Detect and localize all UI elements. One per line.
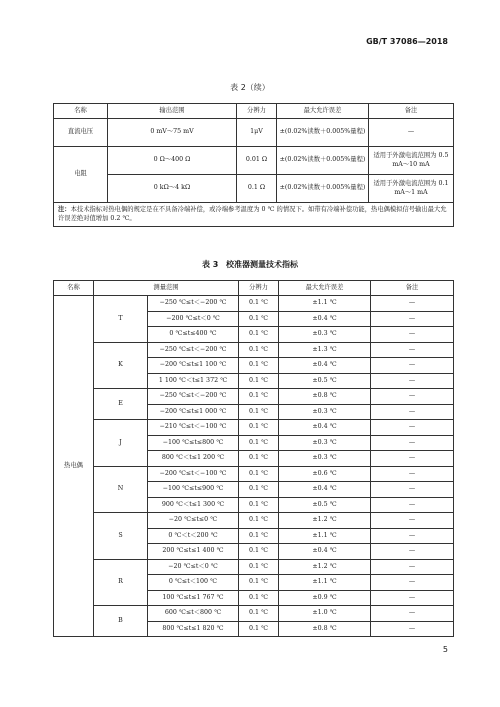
cell-error: ±1.2 ℃ xyxy=(279,513,371,529)
cell-error: ±(0.02%读数＋0.005%量程) xyxy=(277,119,369,147)
table-row xyxy=(54,342,454,358)
cell-remark: — xyxy=(371,342,454,358)
cell-error: ±1.1 ℃ xyxy=(279,528,371,544)
table3-caption-title: 校准器测量技术指标 xyxy=(226,260,298,269)
table-row xyxy=(54,119,454,147)
cell-resolution: 0.1 ℃ xyxy=(239,435,279,451)
cell-error: ±(0.02%读数＋0.005%量程) xyxy=(277,175,369,203)
cell-error: ±0.3 ℃ xyxy=(279,327,371,343)
cell-range: 0 mV～75 mV xyxy=(108,119,237,147)
table3-col-range: 测量范围 xyxy=(94,281,239,296)
table3 xyxy=(53,280,454,637)
cell-remark: — xyxy=(371,451,454,467)
cell-remark: — xyxy=(371,435,454,451)
cell-error: ±0.4 ℃ xyxy=(279,420,371,436)
cell-error: ±(0.02%读数＋0.005%量程) xyxy=(277,147,369,175)
cell-remark: — xyxy=(371,575,454,591)
table3-col-error: 最大允许误差 xyxy=(279,281,371,296)
cell-remark: — xyxy=(371,420,454,436)
cell-error: ±0.3 ℃ xyxy=(279,435,371,451)
cell-resolution: 0.1 ℃ xyxy=(239,389,279,405)
cell-remark: — xyxy=(371,466,454,482)
cell-error: ±1.1 ℃ xyxy=(279,296,371,312)
cell-resolution: 0.1 Ω xyxy=(237,175,277,203)
cell-resolution: 0.1 ℃ xyxy=(239,575,279,591)
cell-remark: — xyxy=(371,497,454,513)
note-label: 注： xyxy=(58,206,71,213)
cell-error: ±0.8 ℃ xyxy=(279,621,371,637)
cell-resolution: 0.1 ℃ xyxy=(239,559,279,575)
cell-thermocouple-type: T xyxy=(94,296,148,343)
cell-remark: — xyxy=(371,590,454,606)
table-row xyxy=(54,175,454,203)
cell-thermocouple-type: R xyxy=(94,559,148,606)
cell-remark: — xyxy=(371,296,454,312)
cell-resolution: 0.1 ℃ xyxy=(239,342,279,358)
cell-name: 直流电压 xyxy=(54,119,108,147)
cell-range: −100 ℃≤t≤800 ℃ xyxy=(148,435,239,451)
cell-resolution: 0.1 ℃ xyxy=(239,528,279,544)
table2-note xyxy=(54,203,454,227)
cell-range: −200 ℃≤t≤1 100 ℃ xyxy=(148,358,239,374)
cell-range: −210 ℃≤t＜−100 ℃ xyxy=(148,420,239,436)
cell-thermocouple-type: J xyxy=(94,420,148,467)
cell-range: 800 ℃≤t≤1 820 ℃ xyxy=(148,621,239,637)
table2-col-error: 最大允许误差 xyxy=(277,104,369,119)
cell-remark: — xyxy=(371,528,454,544)
cell-resolution: 0.1 ℃ xyxy=(239,451,279,467)
cell-remark: — xyxy=(371,389,454,405)
cell-remark: — xyxy=(371,621,454,637)
cell-range: 100 ℃≤t≤1 767 ℃ xyxy=(148,590,239,606)
cell-error: ±0.9 ℃ xyxy=(279,590,371,606)
cell-range: 800 ℃＜t≤1 200 ℃ xyxy=(148,451,239,467)
cell-error: ±0.6 ℃ xyxy=(279,466,371,482)
table-row xyxy=(54,466,454,482)
table3-header-row xyxy=(54,281,454,296)
table3-caption xyxy=(0,259,500,270)
cell-range: 0 ℃≤t＜100 ℃ xyxy=(148,575,239,591)
cell-resolution: 0.1 ℃ xyxy=(239,327,279,343)
table2-note-row xyxy=(54,203,454,227)
table3-caption-number: 表 3 xyxy=(202,260,219,269)
table2-col-resolution: 分辨力 xyxy=(237,104,277,119)
cell-thermocouple-type: N xyxy=(94,466,148,513)
cell-remark: — xyxy=(371,606,454,622)
note-text: 本技术指标对热电偶的规定是在不具备冷端补偿，或冷端参考温度为 0 ℃ 的情况下。如带有冷端补偿功能，热电偶模拟信号输出最大允许误差绝对值增加 0.2 ℃。 xyxy=(58,206,447,222)
cell-resolution: 0.1 ℃ xyxy=(239,590,279,606)
cell-error: ±0.4 ℃ xyxy=(279,358,371,374)
table2-col-remark: 备注 xyxy=(369,104,454,119)
cell-resolution: 0.1 ℃ xyxy=(239,544,279,560)
cell-error: ±0.4 ℃ xyxy=(279,311,371,327)
cell-range: −250 ℃≤t＜−200 ℃ xyxy=(148,389,239,405)
cell-remark: — xyxy=(371,311,454,327)
cell-error: ±1.1 ℃ xyxy=(279,575,371,591)
cell-range: −250 ℃≤t＜−200 ℃ xyxy=(148,342,239,358)
cell-range: −100 ℃≤t≤900 ℃ xyxy=(148,482,239,498)
cell-remark: — xyxy=(371,544,454,560)
table2 xyxy=(53,103,454,227)
cell-resolution: 0.1 ℃ xyxy=(239,621,279,637)
cell-resolution: 0.1 ℃ xyxy=(239,404,279,420)
cell-resolution: 0.1 ℃ xyxy=(239,311,279,327)
cell-remark: — xyxy=(369,119,454,147)
cell-resolution: 0.1 ℃ xyxy=(239,497,279,513)
cell-range: −20 ℃≤t＜0 ℃ xyxy=(148,559,239,575)
cell-range: 0 ℃＜t＜200 ℃ xyxy=(148,528,239,544)
cell-range: 0 Ω～400 Ω xyxy=(108,147,237,175)
cell-resolution: 1μV xyxy=(237,119,277,147)
cell-range: 1 100 ℃＜t≤1 372 ℃ xyxy=(148,373,239,389)
cell-error: ±1.2 ℃ xyxy=(279,559,371,575)
cell-thermocouple-name: 热电偶 xyxy=(54,296,94,637)
cell-error: ±0.5 ℃ xyxy=(279,373,371,389)
cell-range: −200 ℃≤t≤1 000 ℃ xyxy=(148,404,239,420)
cell-range: 0 kΩ～4 kΩ xyxy=(108,175,237,203)
cell-range: −20 ℃≤t≤0 ℃ xyxy=(148,513,239,529)
table-row xyxy=(54,147,454,175)
table-row xyxy=(54,296,454,312)
cell-resolution: 0.1 ℃ xyxy=(239,606,279,622)
table-row xyxy=(54,389,454,405)
cell-resolution: 0.1 ℃ xyxy=(239,373,279,389)
cell-resolution: 0.01 Ω xyxy=(237,147,277,175)
cell-resolution: 0.1 ℃ xyxy=(239,358,279,374)
cell-error: ±0.4 ℃ xyxy=(279,544,371,560)
cell-remark: — xyxy=(371,373,454,389)
table2-caption: 表 2（续） xyxy=(230,83,270,92)
cell-range: −250 ℃≤t＜−200 ℃ xyxy=(148,296,239,312)
cell-error: ±0.3 ℃ xyxy=(279,404,371,420)
cell-range: −200 ℃≤t＜0 ℃ xyxy=(148,311,239,327)
cell-remark: — xyxy=(371,358,454,374)
page-number: 5 xyxy=(442,645,448,654)
cell-resolution: 0.1 ℃ xyxy=(239,420,279,436)
table2-header-row xyxy=(54,104,454,119)
cell-error: ±1.3 ℃ xyxy=(279,342,371,358)
cell-remark: — xyxy=(371,404,454,420)
table2-col-name: 名称 xyxy=(54,104,108,119)
table-row xyxy=(54,606,454,622)
cell-error: ±0.4 ℃ xyxy=(279,482,371,498)
cell-remark: — xyxy=(371,327,454,343)
cell-remark: — xyxy=(371,559,454,575)
cell-resolution: 0.1 ℃ xyxy=(239,466,279,482)
table3-col-remark: 备注 xyxy=(371,281,454,296)
cell-name: 电阻 xyxy=(54,147,108,203)
table-row xyxy=(54,559,454,575)
table-row xyxy=(54,420,454,436)
table3-col-name: 名称 xyxy=(54,281,94,296)
table-row xyxy=(54,513,454,529)
cell-thermocouple-type: K xyxy=(94,342,148,389)
cell-remark: — xyxy=(371,513,454,529)
cell-range: 200 ℃≤t≤1 400 ℃ xyxy=(148,544,239,560)
table3-col-resolution: 分辨力 xyxy=(239,281,279,296)
cell-remark: 适用于外激电流范围为 0.5 mA～10 mA xyxy=(369,147,454,175)
cell-range: −200 ℃≤t＜−100 ℃ xyxy=(148,466,239,482)
cell-resolution: 0.1 ℃ xyxy=(239,513,279,529)
cell-error: ±0.8 ℃ xyxy=(279,389,371,405)
cell-thermocouple-type: E xyxy=(94,389,148,420)
cell-range: 0 ℃≤t≤400 ℃ xyxy=(148,327,239,343)
cell-resolution: 0.1 ℃ xyxy=(239,296,279,312)
cell-error: ±1.0 ℃ xyxy=(279,606,371,622)
cell-remark: — xyxy=(371,482,454,498)
cell-thermocouple-type: S xyxy=(94,513,148,560)
table2-col-range: 输出范围 xyxy=(108,104,237,119)
cell-error: ±0.5 ℃ xyxy=(279,497,371,513)
cell-remark: 适用于外激电流范围为 0.1 mA～1 mA xyxy=(369,175,454,203)
cell-thermocouple-type: B xyxy=(94,606,148,637)
cell-range: 600 ℃≤t＜800 ℃ xyxy=(148,606,239,622)
standard-number: GB/T 37086—2018 xyxy=(366,37,448,46)
cell-resolution: 0.1 ℃ xyxy=(239,482,279,498)
cell-range: 900 ℃＜t≤1 300 ℃ xyxy=(148,497,239,513)
cell-error: ±0.3 ℃ xyxy=(279,451,371,467)
